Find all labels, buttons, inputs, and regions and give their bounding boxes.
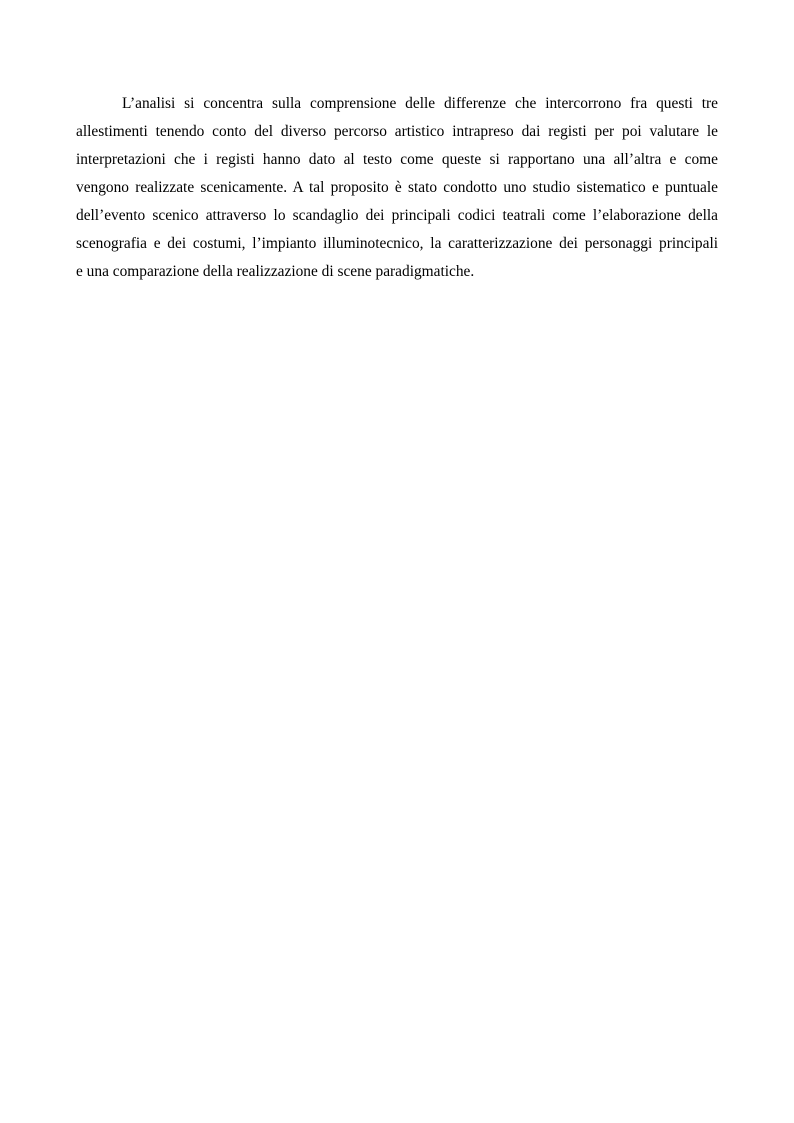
paragraph-line: allestimenti tenendo conto del diverso percorso artistico intrapreso dai registi per poi valutare le	[76, 123, 718, 140]
body-paragraph	[76, 90, 718, 286]
paragraph-line: L’analisi si concentra sulla comprensione delle differenze che intercorrono fra questi tre	[122, 95, 718, 112]
paragraph-line: vengono realizzate scenicamente. A tal proposito è stato condotto uno studio sistematico e puntuale	[76, 179, 718, 196]
paragraph-line: scenografia e dei costumi, l’impianto illuminotecnico, la caratterizzazione dei personaggi principali	[76, 235, 718, 252]
paragraph-line: interpretazioni che i registi hanno dato al testo come queste si rapportano una all’altra e come	[76, 151, 718, 168]
paragraph-line: dell’evento scenico attraverso lo scandaglio dei principali codici teatrali come l’elaborazione della	[76, 207, 718, 224]
paragraph-line: e una comparazione della realizzazione di scene paradigmatiche.	[76, 263, 475, 280]
